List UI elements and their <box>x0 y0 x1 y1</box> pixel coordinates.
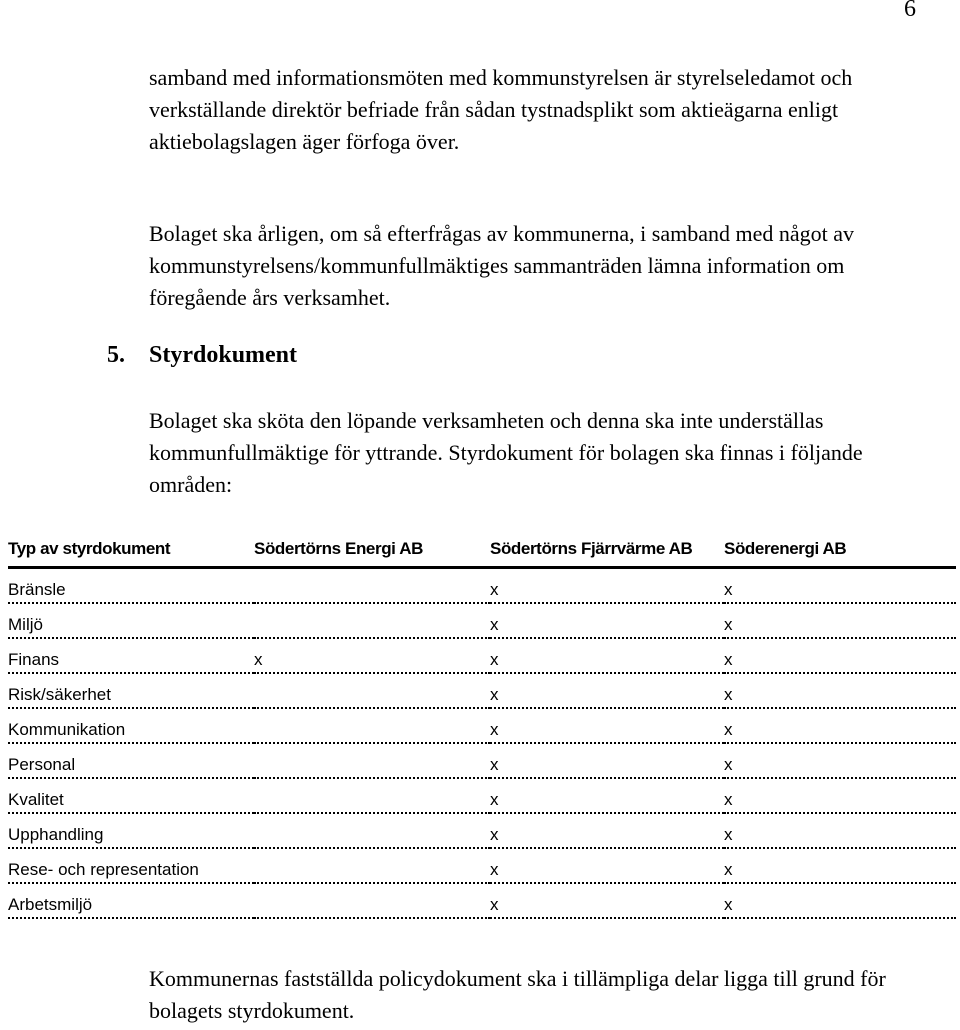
mark-cell: x <box>724 568 956 604</box>
paragraph-confidentiality: samband med informationsmöten med kommunstyrelsen är styrelseledamot och verkställande direktör befriade från sådan tystnadsplikt som aktieägarna enligt aktiebolagslagen äger förfoga över. <box>149 65 853 154</box>
section-heading <box>107 342 297 369</box>
mark-cell: x <box>724 883 956 918</box>
mark-cell: x <box>490 813 724 848</box>
mark-cell: x <box>490 638 724 673</box>
mark-cell: x <box>490 708 724 743</box>
mark-cell <box>254 848 490 883</box>
column-header-document-type: Typ av styrdokument <box>8 532 254 568</box>
column-header-soderenergi: Söderenergi AB <box>724 532 956 568</box>
mark-cell: x <box>490 673 724 708</box>
mark-cell: x <box>724 813 956 848</box>
column-header-sodertorns-energi: Södertörns Energi AB <box>254 532 490 568</box>
page-number: 6 <box>904 0 916 22</box>
mark-cell <box>254 603 490 638</box>
document-type-cell: Upphandling <box>8 813 254 848</box>
mark-cell <box>254 813 490 848</box>
mark-cell <box>254 778 490 813</box>
document-type-cell: Miljö <box>8 603 254 638</box>
document-type-cell: Kvalitet <box>8 778 254 813</box>
mark-cell: x <box>490 603 724 638</box>
table-row <box>8 848 956 883</box>
mark-cell: x <box>724 848 956 883</box>
mark-cell: x <box>724 638 956 673</box>
table-row <box>8 778 956 813</box>
mark-cell <box>254 883 490 918</box>
mark-cell: x <box>724 708 956 743</box>
document-type-cell: Kommunikation <box>8 708 254 743</box>
governing-documents-table <box>8 532 956 919</box>
mark-cell: x <box>490 743 724 778</box>
document-type-cell: Arbetsmiljö <box>8 883 254 918</box>
mark-cell: x <box>724 743 956 778</box>
mark-cell <box>254 568 490 604</box>
table-row <box>8 708 956 743</box>
mark-cell: x <box>490 848 724 883</box>
paragraph-governing-documents: Bolaget ska sköta den löpande verksamheten och denna ska inte underställas kommunfullmäktige för yttrande. Styrdokument för bolagen ska finnas i följande områden: <box>149 408 863 497</box>
section-title: Styrdokument <box>149 342 298 368</box>
mark-cell: x <box>724 778 956 813</box>
column-header-sodertorns-fjarrvarme: Södertörns Fjärrvärme AB <box>490 532 724 568</box>
mark-cell: x <box>490 883 724 918</box>
document-type-cell: Rese- och representation <box>8 848 254 883</box>
table-header-row <box>8 532 956 568</box>
mark-cell <box>254 708 490 743</box>
table-row <box>8 813 956 848</box>
table-row <box>8 603 956 638</box>
table-row <box>8 568 956 604</box>
document-type-cell: Bränsle <box>8 568 254 604</box>
table-row <box>8 673 956 708</box>
table-row <box>8 638 956 673</box>
mark-cell: x <box>490 778 724 813</box>
mark-cell: x <box>254 638 490 673</box>
document-type-cell: Risk/säkerhet <box>8 673 254 708</box>
mark-cell: x <box>724 673 956 708</box>
paragraph-annual-information: Bolaget ska årligen, om så efterfrågas av kommunerna, i samband med något av kommunstyrelsens/kommunfullmäktiges sammanträden lämna information om föregående års verksamhet. <box>149 221 854 310</box>
mark-cell <box>254 743 490 778</box>
document-type-cell: Personal <box>8 743 254 778</box>
mark-cell: x <box>490 568 724 604</box>
document-type-cell: Finans <box>8 638 254 673</box>
table-row <box>8 743 956 778</box>
section-number: 5. <box>107 342 125 368</box>
table-row <box>8 883 956 918</box>
mark-cell: x <box>724 603 956 638</box>
paragraph-policy-documents: Kommunernas fastställda policydokument ska i tillämpliga delar ligga till grund för bolagets styrdokument. <box>149 966 886 1023</box>
mark-cell <box>254 673 490 708</box>
